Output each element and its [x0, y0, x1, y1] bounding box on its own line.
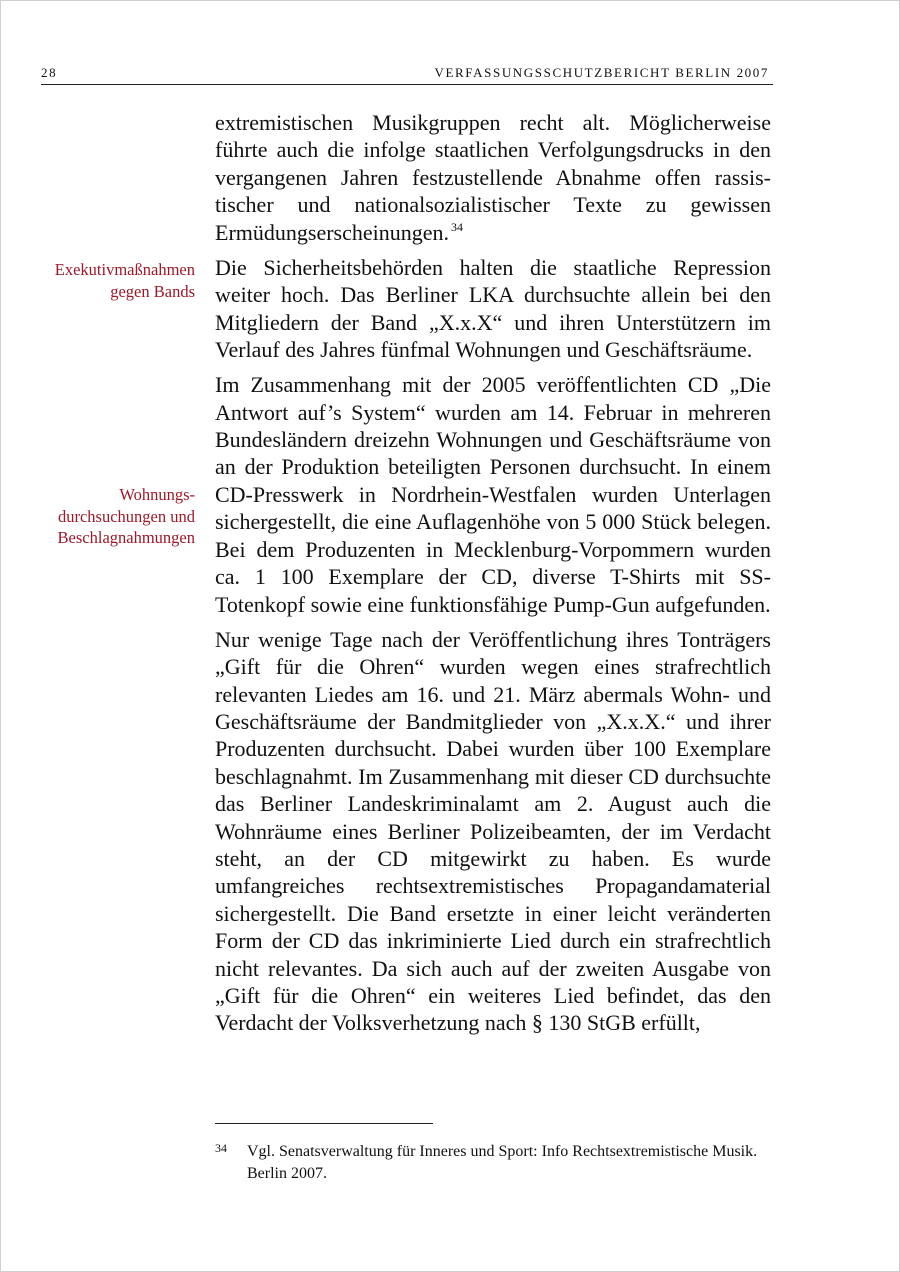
margin-note-line: gegen Bands [110, 281, 195, 301]
paragraph: Nur wenige Tage nach der Veröffentlichung ihres Tonträgers „Gift für die Ohren“ wurden wegen eines strafrechtlich relevanten Liedes am 16. und 21. März abermals Wohn- und Geschäftsräume der Bandmitglieder von „X.x.X.“ und ihrer Produzenten durchsucht. Dabei wurden über 100 Exemplare beschlagnahmt. Im Zusammenhang mit dieser CD durchsuchte das Berliner Landeskriminalamt am 2. August auch die Wohnräume eines Berliner Polizeibeamten, der im Verdacht steht, an der CD mitgewirkt zu haben. Es wurde umfangreiches rechtsextremistisches Propagandamaterial sichergestellt. Die Band ersetzte in einer leicht veränderten Form der CD das inkriminierte Lied durch ein strafrechtlich nicht relevantes. Da sich auch auf der zweiten Ausgabe von „Gift für die Ohren“ ein weiteres Lied befindet, das den Verdacht der Volksverhetzung nach § 130 StGB erfüllt, [215, 626, 771, 1036]
margin-note-line: durchsuchungen und [57, 506, 195, 526]
page-number: 28 [41, 65, 58, 80]
footnote-reference[interactable]: 34 [451, 219, 463, 234]
margin-note-executive-measures [0, 259, 195, 302]
body-text [215, 109, 771, 1045]
margin-note-searches-seizures [0, 484, 195, 549]
margin-note-line: Wohnungs- [119, 485, 195, 504]
margin-note-line: Beschlagnahmungen [57, 528, 195, 547]
running-header [41, 64, 773, 85]
paragraph-text: extremistischen Musikgruppen recht alt. Möglicherweise führte auch die infolge staatlichen Verfolgungsdrucks in den vergangenen Jahren festzustellende Abnahme offen rassistischer und nationalsozialistischer Texte zu gewissen Ermüdungserscheinungen. [215, 110, 771, 245]
paragraph: Die Sicherheitsbehörden halten die staatliche Repression weiter hoch. Das Berliner LKA durchsuchte allein bei den Mitgliedern der Band „X.x.X“ und ihren Unterstützern im Verlauf des Jahres fünfmal Wohnungen und Geschäftsräume. [215, 254, 771, 363]
footnote-divider [215, 1123, 433, 1124]
footnote-text: Vgl. Senatsverwaltung für Inneres und Sport: Info Rechtsextremistische Musik. Berlin 2007. [247, 1143, 758, 1182]
footnote [215, 1141, 771, 1185]
margin-note-line: Exekutivmaßnahmen [54, 260, 195, 279]
running-title: VERFASSUNGSSCHUTZBERICHT BERLIN 2007 [434, 65, 769, 80]
paragraph [215, 109, 771, 246]
footnote-number: 34 [215, 1141, 227, 1155]
paragraph: Im Zusammenhang mit der 2005 veröffentlichten CD „Die Antwort auf’s System“ wurden am 14. Februar in mehreren Bundesländern dreizehn Wohnungen und Geschäftsräume von an der Produktion beteiligten Personen durchsucht. In einem CD-Presswerk in Nordrhein-Westfalen wurden Unterlagen sichergestellt, die eine Auflagenhöhe von 5 000 Stück belegen. Bei dem Produzenten in Mecklenburg-Vorpommern wurden ca. 1 100 Exemplare der CD, diverse T-Shirts mit SS-Totenkopf sowie eine funktionsfähige Pump-Gun aufgefunden. [215, 372, 771, 617]
